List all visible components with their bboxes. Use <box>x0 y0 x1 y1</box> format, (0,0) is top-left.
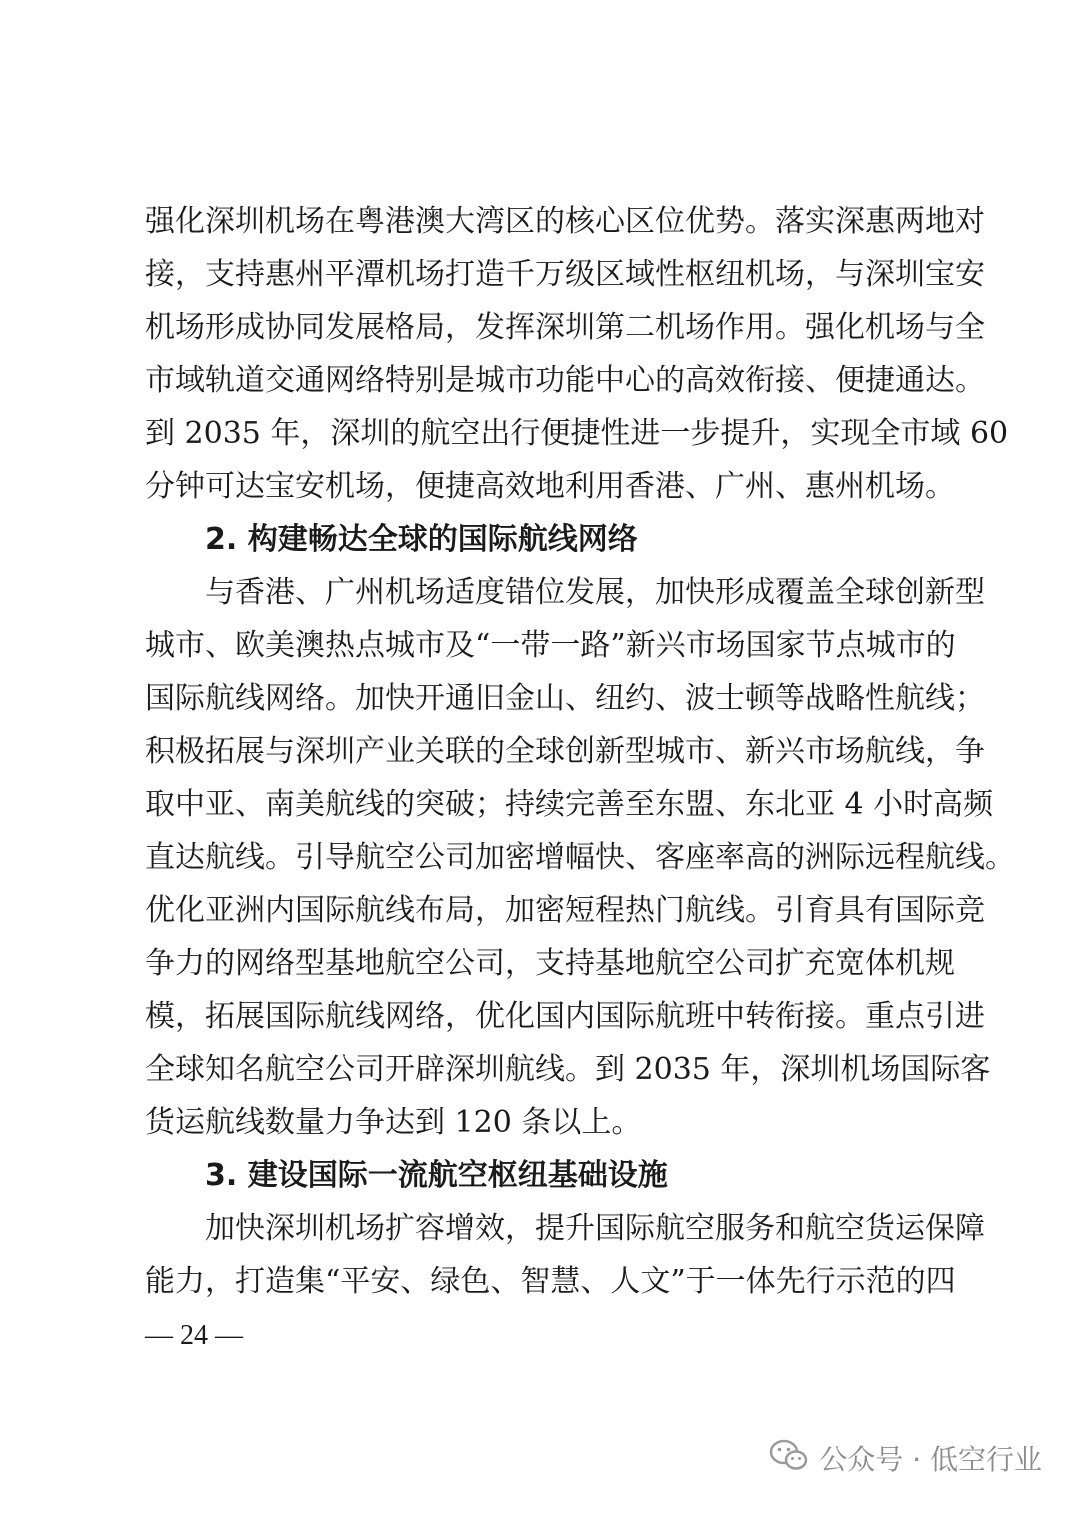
watermark-text: 公众号 · 低空行业 <box>819 1443 1042 1476</box>
body-line: 分钟可达宝安机场，便捷高效地利用香港、广州、惠州机场。 <box>145 469 955 504</box>
body-line: 优化亚洲内国际航线布局，加密短程热门航线。引育具有国际竞 <box>145 893 985 928</box>
section-heading-3: 3. 建设国际一流航空枢纽基础设施 <box>205 1158 668 1193</box>
body-line: 与香港、广州机场适度错位发展，加快形成覆盖全球创新型 <box>205 575 985 610</box>
body-line: 争力的网络型基地航空公司，支持基地航空公司扩充宽体机规 <box>145 946 955 981</box>
body-line: 取中亚、南美航线的突破；持续完善至东盟、东北亚 4 小时高频 <box>145 787 994 822</box>
body-line: 模，拓展国际航线网络，优化国内国际航班中转衔接。重点引进 <box>145 999 985 1034</box>
body-line: 货运航线数量力争达到 120 条以上。 <box>145 1105 642 1140</box>
body-line: 直达航线。引导航空公司加密增幅快、客座率高的洲际远程航线。 <box>145 840 1015 875</box>
page-number: — 24 — <box>145 1320 243 1351</box>
body-line: 市域轨道交通网络特别是城市功能中心的高效衔接、便捷通达。 <box>145 363 985 398</box>
section-heading-2: 2. 构建畅达全球的国际航线网络 <box>205 522 638 557</box>
body-line: 强化深圳机场在粤港澳大湾区的核心区位优势。落实深惠两地对 <box>145 204 985 239</box>
body-line: 国际航线网络。加快开通旧金山、纽约、波士顿等战略性航线； <box>145 681 985 716</box>
body-line: 全球知名航空公司开辟深圳航线。到 2035 年，深圳机场国际客 <box>145 1052 991 1087</box>
body-line: 机场形成协同发展格局，发挥深圳第二机场作用。强化机场与全 <box>145 310 985 345</box>
watermark <box>769 1436 1042 1480</box>
wechat-icon <box>769 1438 809 1479</box>
body-line: 加快深圳机场扩容增效，提升国际航空服务和航空货运保障 <box>205 1211 985 1246</box>
body-line: 城市、欧美澳热点城市及“一带一路”新兴市场国家节点城市的 <box>145 628 956 663</box>
body-line: 能力，打造集“平安、绿色、智慧、人文”于一体先行示范的四 <box>145 1264 956 1299</box>
body-line: 接，支持惠州平潭机场打造千万级区域性枢纽机场，与深圳宝安 <box>145 257 985 292</box>
body-line: 积极拓展与深圳产业关联的全球创新型城市、新兴市场航线，争 <box>145 734 985 769</box>
body-line: 到 2035 年，深圳的航空出行便捷性进一步提升，实现全市域 60 <box>145 416 1009 451</box>
